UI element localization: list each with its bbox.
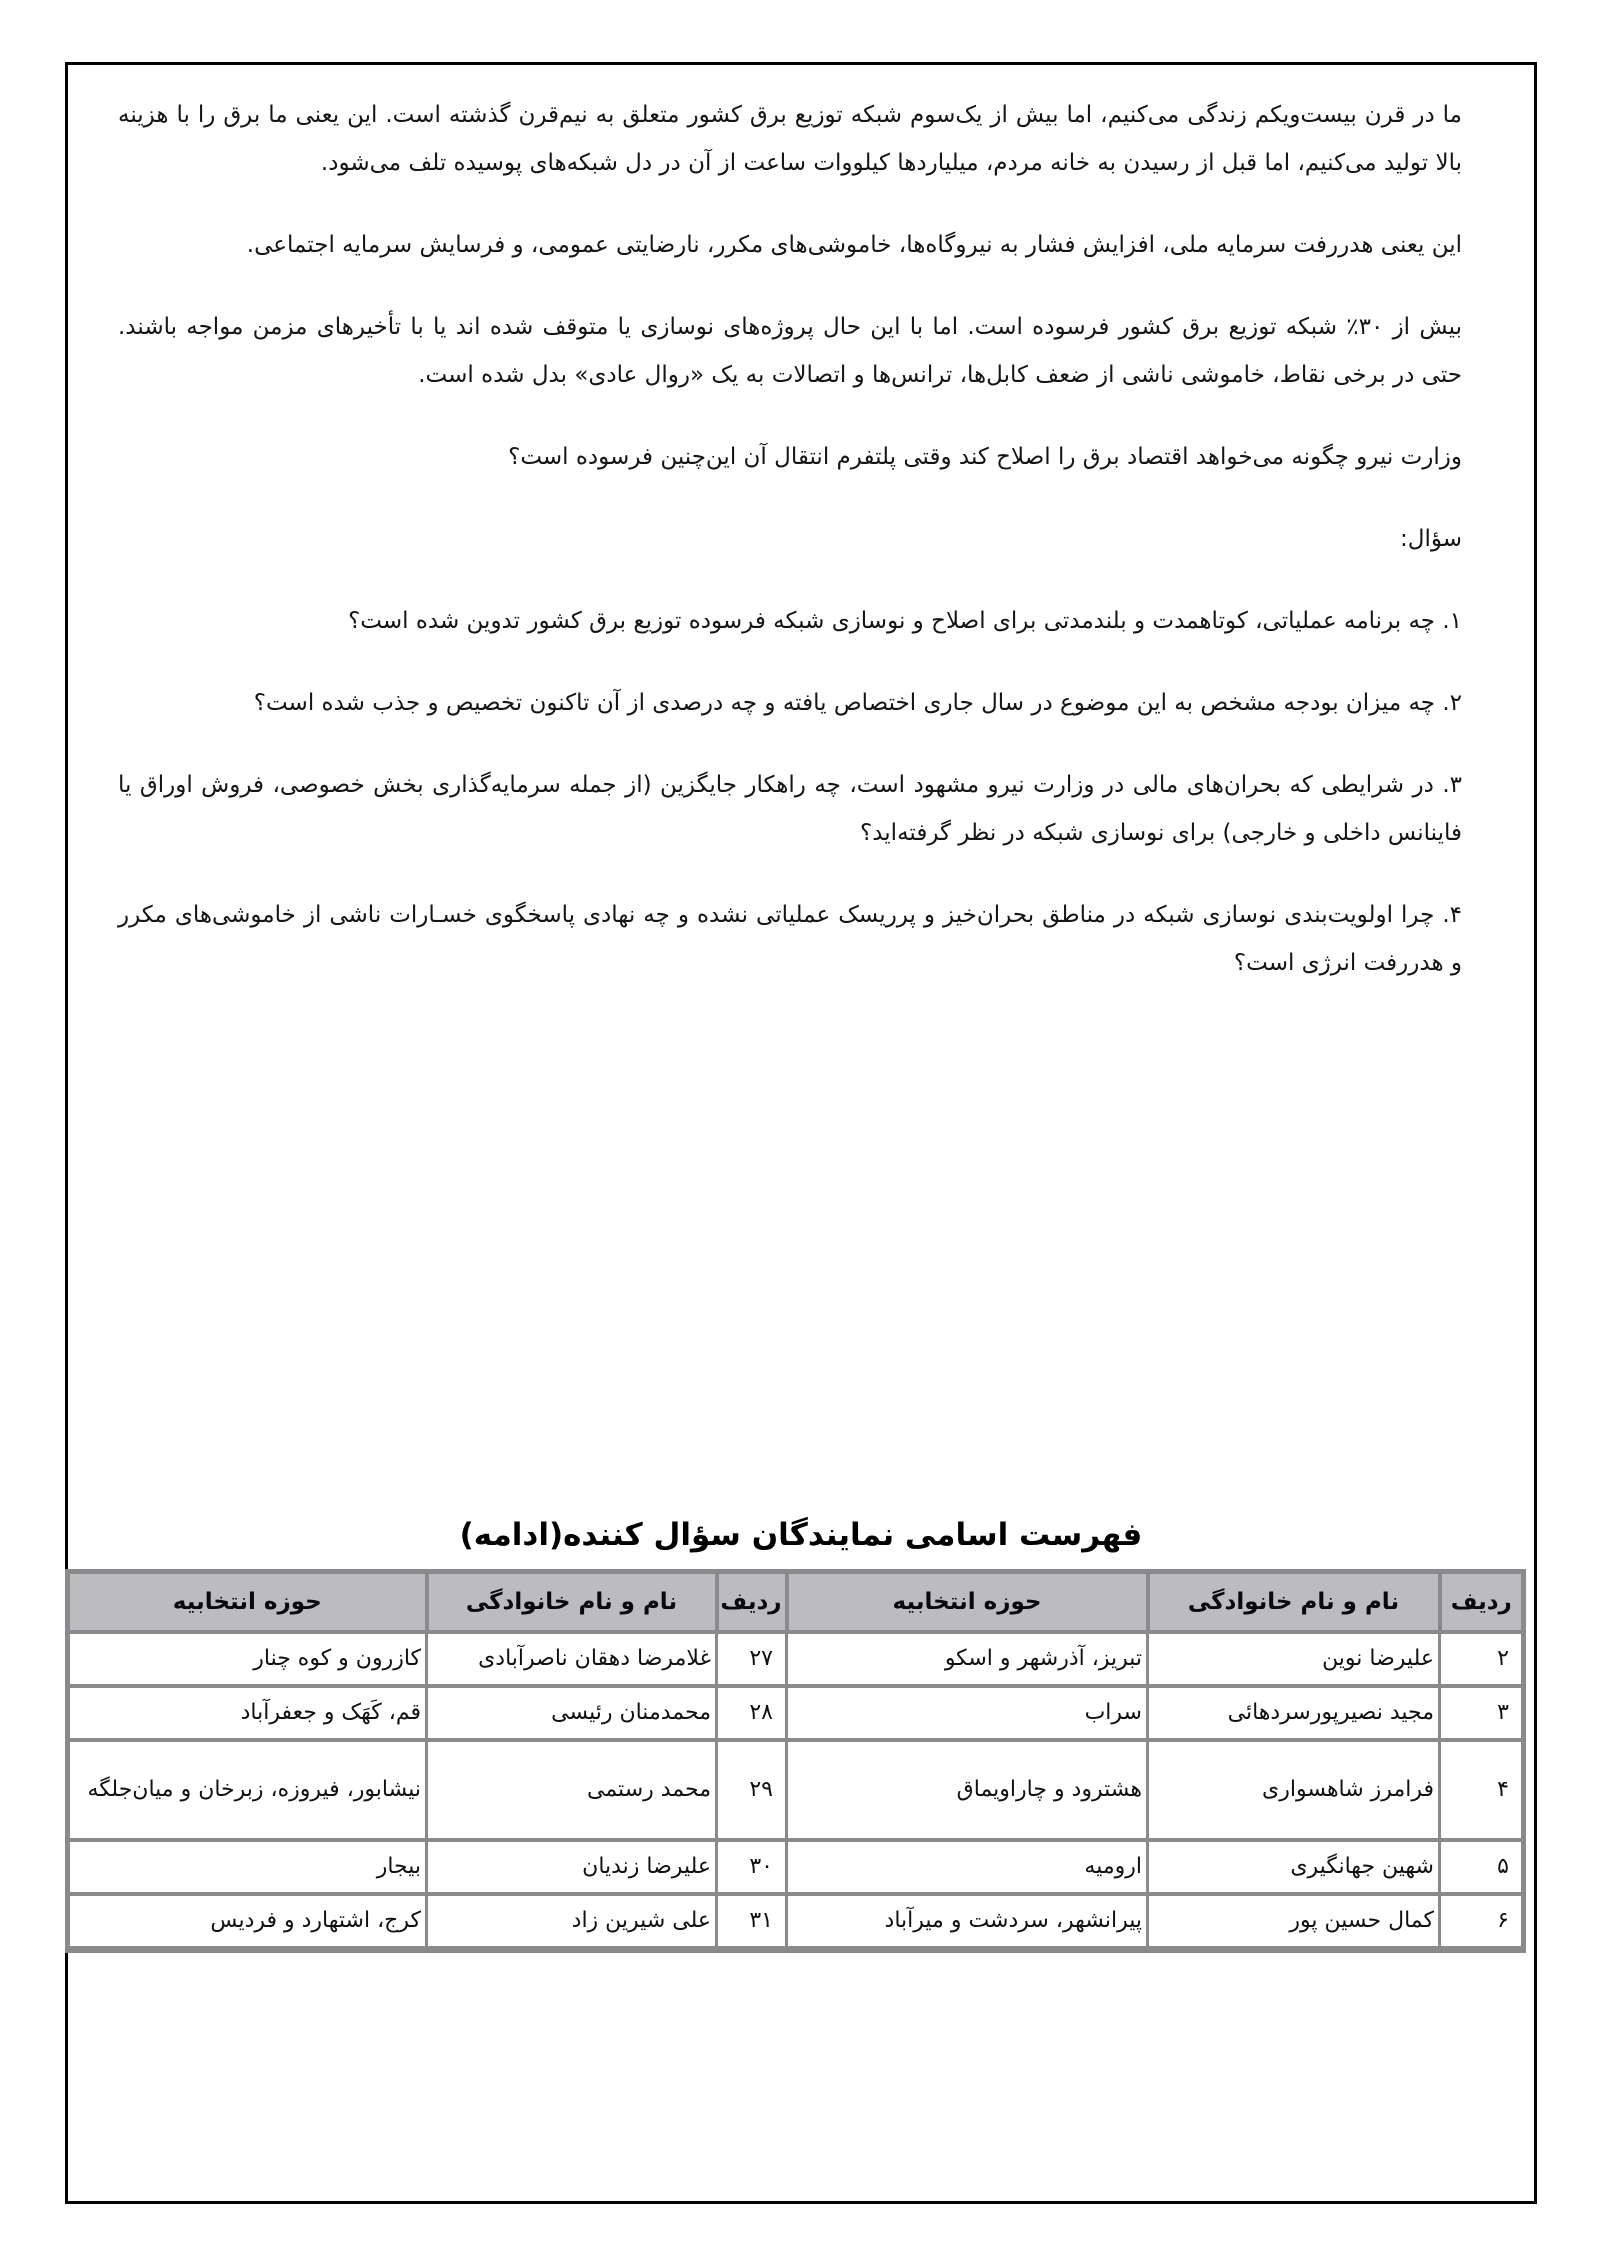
full-name-cell: مجید نصیرپورسردهائی bbox=[1148, 1686, 1440, 1740]
header-cell-full-name: نام و نام خانوادگی bbox=[427, 1572, 717, 1633]
row-number-cell: ۶ bbox=[1440, 1894, 1524, 1950]
table-header-row bbox=[68, 1572, 1524, 1633]
body-paragraph: ما در قرن بیست‌ویکم زندگی می‌کنیم، اما بیش از یک‌سوم شبکه توزیع برق کشور متعلق به نیم‌قرن گذشته است. این یعنی ما برق را با هزینه بالا تولید می‌کنیم، اما قبل از رسیدن به خانه مردم، میلیاردها کیلووات ساعت از آن در دل شبکه‌های پوسیده تلف می‌شود. bbox=[118, 102, 1462, 176]
signers-table-wrap bbox=[78, 1569, 1526, 1953]
row-number-cell: ۳۰ bbox=[717, 1840, 787, 1894]
full-name-cell: محمد رستمی bbox=[427, 1740, 717, 1840]
row-number-cell: ۵ bbox=[1440, 1840, 1524, 1894]
question-item: ۱. چه برنامه عملیاتی، کوتاهمدت و بلندمدتی برای اصلاح و نوسازی شبکه فرسوده توزیع برق کشور تدوین شده است؟ bbox=[348, 608, 1462, 634]
row-number-cell: ۳۱ bbox=[717, 1894, 787, 1950]
row-number-cell: ۴ bbox=[1440, 1740, 1524, 1840]
constituency-cell: قم، کَهَک و جعفرآباد bbox=[68, 1686, 427, 1740]
full-name-cell: علیرضا نوین bbox=[1148, 1632, 1440, 1686]
constituency-cell: ارومیه bbox=[787, 1840, 1148, 1894]
constituency-cell: هشترود و چاراویماق bbox=[787, 1740, 1148, 1840]
constituency-cell: پیرانشهر، سردشت و میرآباد bbox=[787, 1894, 1148, 1950]
table-row bbox=[68, 1686, 1524, 1740]
row-number-cell: ۳ bbox=[1440, 1686, 1524, 1740]
body-paragraph: بیش از ۳۰٪ شبکه توزیع برق کشور فرسوده است. اما با این حال پروژه‌های نوسازی یا متوقف شده اند یا با تأخیرهای مزمن مواجه باشند. حتی در برخی نقاط، خاموشی ناشی از ضعف کابل‌ها، ترانس‌ها و اتصالات به یک «روال عادی» بدل شده است. bbox=[118, 314, 1462, 388]
full-name-cell: فرامرز شاهسواری bbox=[1148, 1740, 1440, 1840]
table-row bbox=[68, 1840, 1524, 1894]
body-text-block bbox=[68, 65, 1534, 987]
row-number-cell: ۲۹ bbox=[717, 1740, 787, 1840]
question-lead-label: سؤال: bbox=[1399, 526, 1462, 552]
signers-table bbox=[65, 1569, 1526, 1953]
body-paragraph: وزارت نیرو چگونه می‌خواهد اقتصاد برق را اصلاح کند وقتی پلتفرم انتقال آن این‌چنین فرسوده است؟ bbox=[508, 444, 1462, 470]
row-number-cell: ۲ bbox=[1440, 1632, 1524, 1686]
constituency-cell: کازرون و کوه چنار bbox=[68, 1632, 427, 1686]
body-paragraph: این یعنی هدررفت سرمایه ملی، افزایش فشار به نیروگاه‌ها، خاموشی‌های مکرر، نارضایتی عمومی، و فرسایش سرمایه اجتماعی. bbox=[246, 232, 1462, 258]
constituency-cell: تبریز، آذرشهر و اسکو bbox=[787, 1632, 1148, 1686]
question-item: ۴. چرا اولویت‌بندی نوسازی شبکه در مناطق بحران‌خیز و پرریسک عملیاتی نشده و چه نهادی پاسخگوی خسـارات ناشی از خاموشی‌های مکرر و هدررفت انرژی است؟ bbox=[118, 902, 1462, 976]
full-name-cell: علی شیرین زاد bbox=[427, 1894, 717, 1950]
header-cell-row-number: ردیف bbox=[717, 1572, 787, 1633]
question-item: ۳. در شرایطی که بحران‌های مالی در وزارت نیرو مشهود است، چه راهکار جایگزین (از جمله سرمایه‌گذاری بخش خصوصی، فروش اوراق یا فاینانس داخلی و خارجی) برای نوسازی شبکه در نظر گرفته‌اید؟ bbox=[118, 772, 1462, 846]
constituency-cell: کرج، اشتهارد و فردیس bbox=[68, 1894, 427, 1950]
page-frame bbox=[65, 62, 1537, 2204]
signers-list-title: فهرست اسامی نمایندگان سؤال کننده(ادامه) bbox=[459, 1517, 1143, 1553]
header-cell-row-number: ردیف bbox=[1440, 1572, 1524, 1633]
full-name-cell: علیرضا زندیان bbox=[427, 1840, 717, 1894]
header-cell-full-name: نام و نام خانوادگی bbox=[1148, 1572, 1440, 1633]
header-cell-constituency: حوزه انتخابیه bbox=[68, 1572, 427, 1633]
constituency-cell: سراب bbox=[787, 1686, 1148, 1740]
header-cell-constituency: حوزه انتخابیه bbox=[787, 1572, 1148, 1633]
table-row bbox=[68, 1632, 1524, 1686]
question-item: ۲. چه میزان بودجه مشخص به این موضوع در سال جاری اختصاص یافته و چه درصدی از آن تاکنون تخصیص و جذب شده است؟ bbox=[253, 690, 1462, 716]
full-name-cell: کمال حسین پور bbox=[1148, 1894, 1440, 1950]
full-name-cell: شهین جهانگیری bbox=[1148, 1840, 1440, 1894]
full-name-cell: غلامرضا دهقان ناصرآبادی bbox=[427, 1632, 717, 1686]
table-row bbox=[68, 1894, 1524, 1950]
table-row bbox=[68, 1740, 1524, 1840]
row-number-cell: ۲۸ bbox=[717, 1686, 787, 1740]
constituency-cell: نیشابور، فیروزه، زبرخان و میان‌جلگه bbox=[68, 1740, 427, 1840]
row-number-cell: ۲۷ bbox=[717, 1632, 787, 1686]
full-name-cell: محمدمنان رئیسی bbox=[427, 1686, 717, 1740]
constituency-cell: بیجار bbox=[68, 1840, 427, 1894]
